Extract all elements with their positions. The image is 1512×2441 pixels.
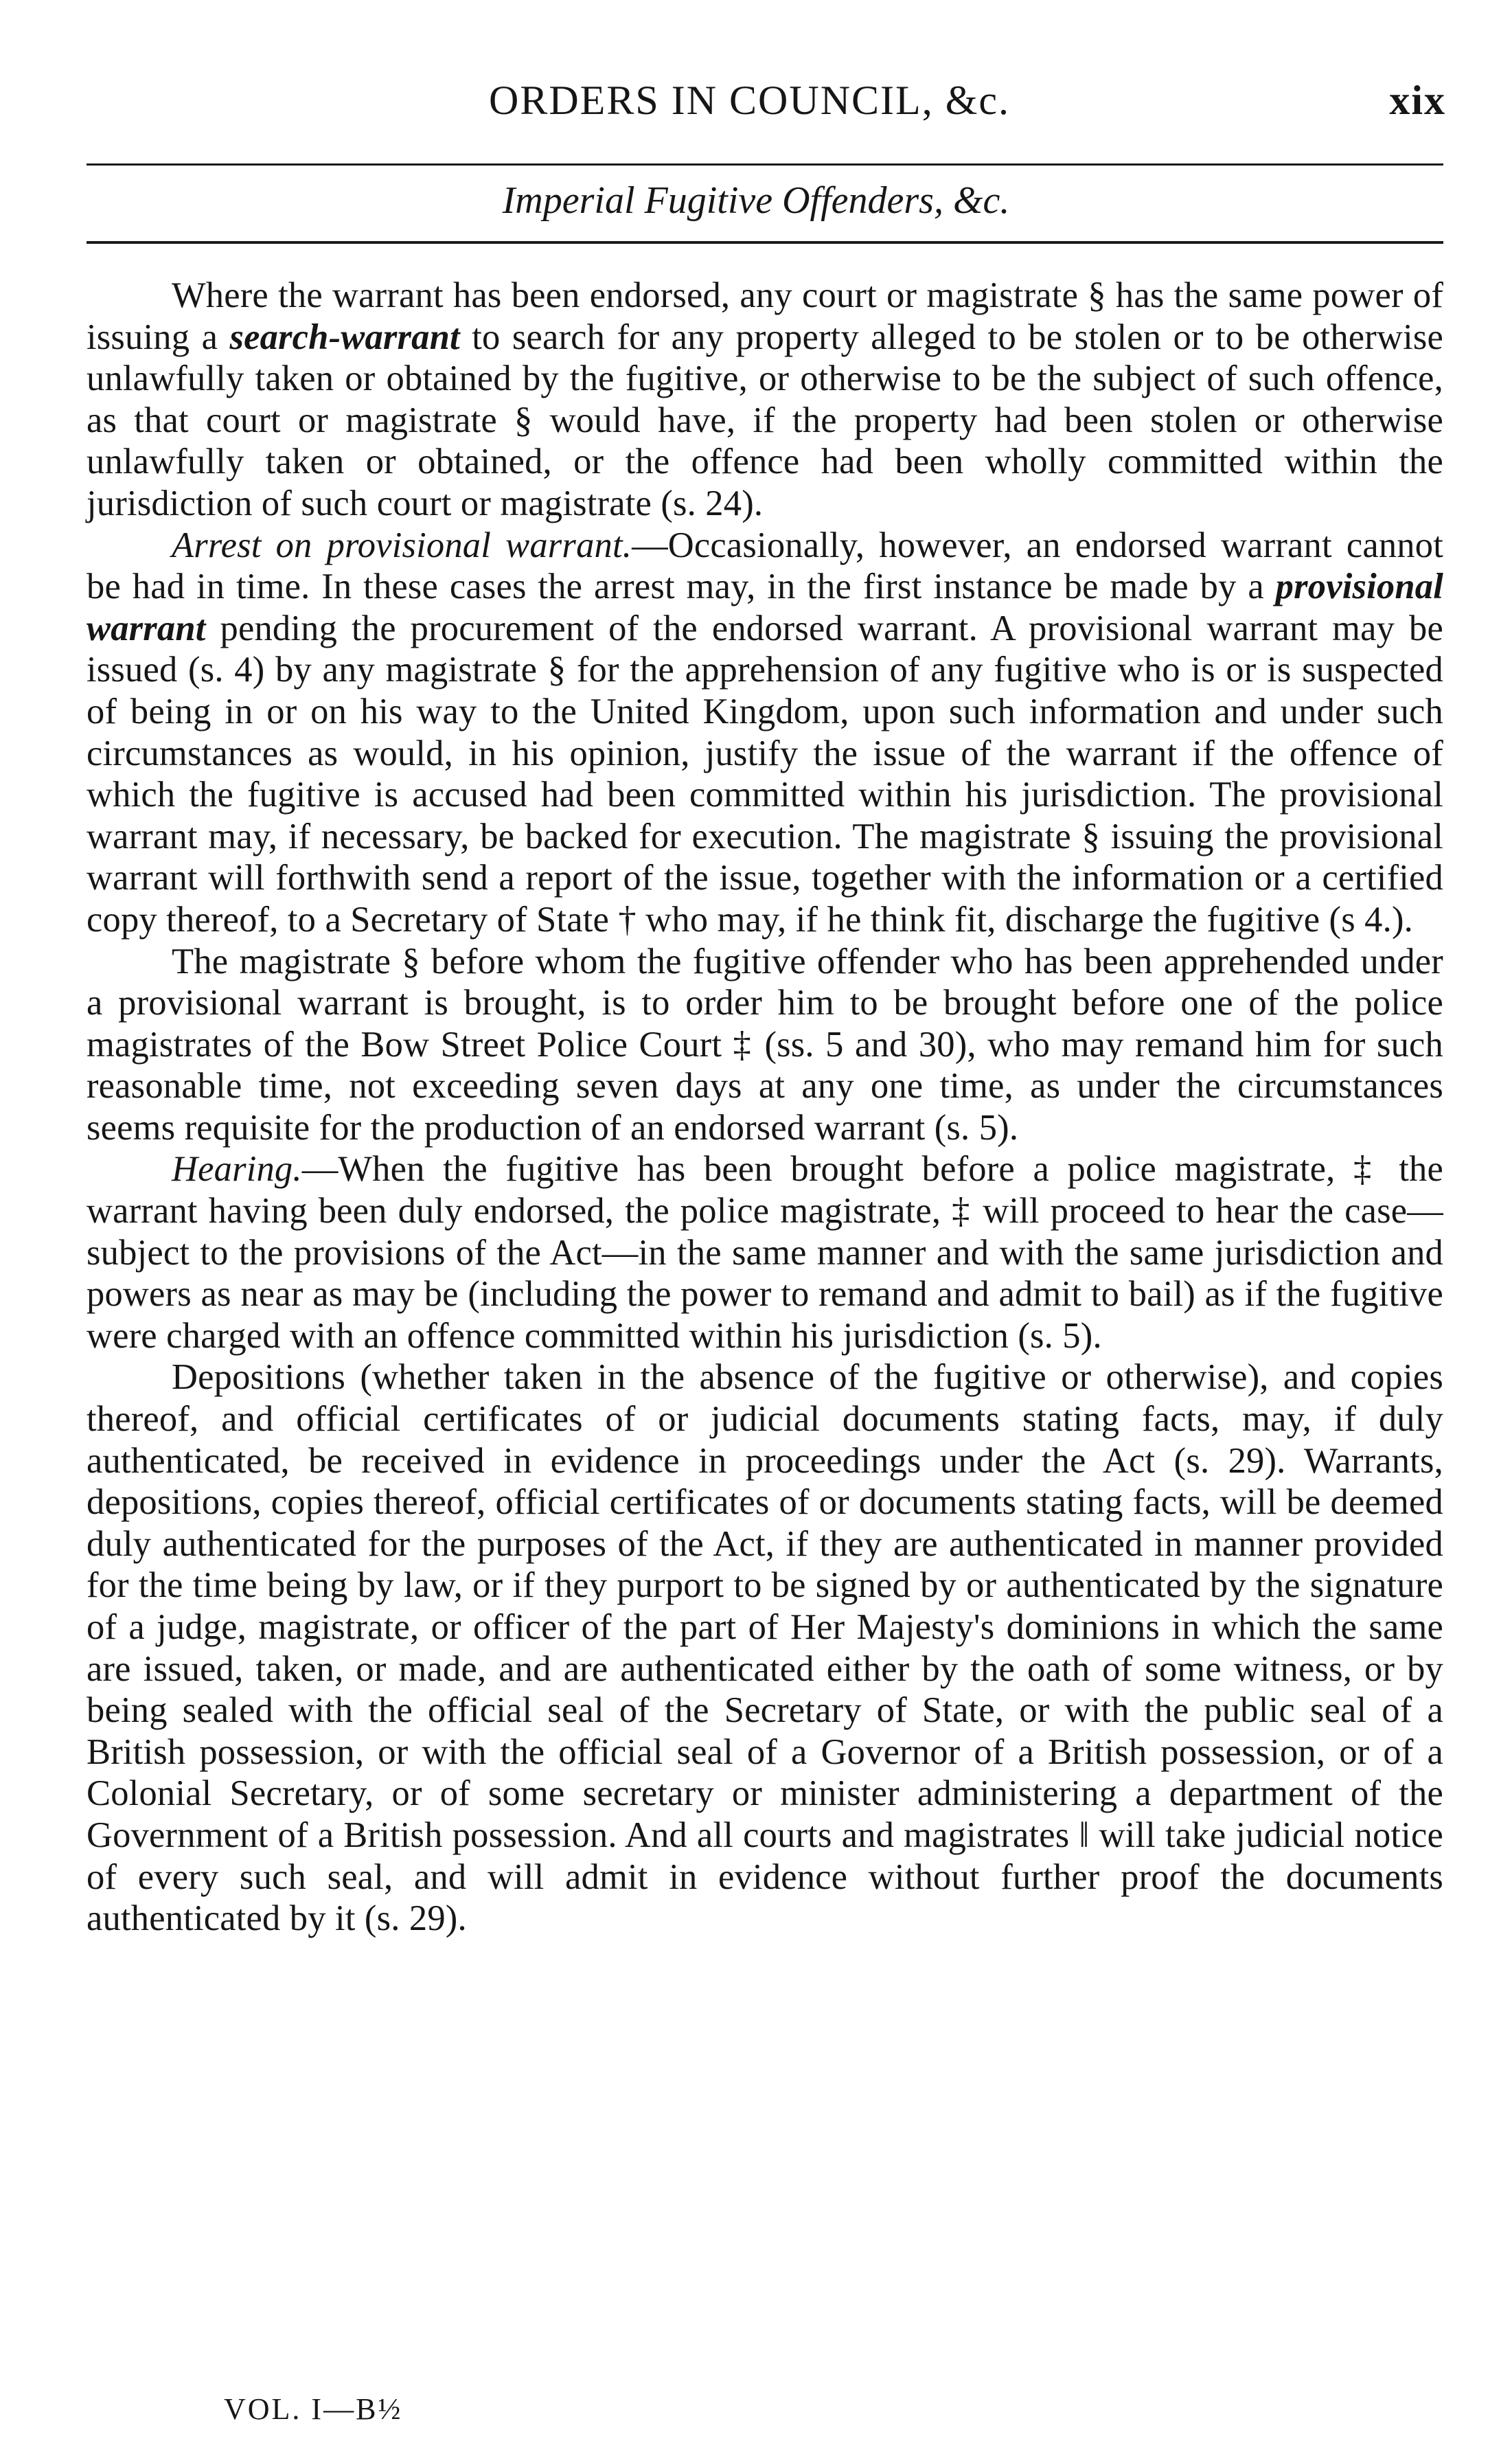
emphasis-text: Arrest on provisional warrant. bbox=[172, 525, 632, 565]
header-rule-top bbox=[87, 163, 1443, 166]
body-paragraph bbox=[87, 941, 1443, 1149]
body-paragraph bbox=[87, 275, 1443, 525]
body-paragraph bbox=[87, 1356, 1443, 1939]
paragraph-text: Where the warrant has been endorsed, any court or magistrate § has the same power of issuing a bbox=[87, 275, 1443, 357]
emphasis-text: provisional warrant bbox=[87, 567, 1443, 648]
section-subtitle: Imperial Fugitive Offenders, &c. bbox=[502, 179, 1010, 222]
header-rule-bottom bbox=[87, 241, 1443, 244]
running-title: ORDERS IN COUNCIL, &c. bbox=[489, 78, 1010, 123]
running-header bbox=[0, 77, 1512, 139]
paragraph-text: Depositions (whether taken in the absence of the fugitive or otherwise), and copies thereof, and official certificates of or judicial documents stating facts, may, if duly authenticated, be received in evidence in proceedings under the Act (s. 29). Warrants, depositions, copies thereof, official certificates of or documents stating facts, will be deemed duly authenticated for the purposes of the Act, if they are authenticated in manner provided for the time being by law, or if they purport to be signed by or authenticated by the signature of a judge, magistrate, or officer of the part of Her Majesty's dominions in which the same are issued, taken, or made, and are authenticated either by the oath of some witness, or by being sealed with the official seal of the Secretary of State, or with the public seal of a British possession, or with the official seal of a Governor of a British possession, or of a Colonial Secretary, or of some secretary or minister administering a department of the Government of a British possession. And all courts and magistrates ‖ will take judicial notice of every such seal, and will admit in evidence without further proof the documents authenticated by it (s. 29). bbox=[87, 1357, 1443, 1939]
body-paragraph bbox=[87, 525, 1443, 941]
emphasis-text: Hearing. bbox=[172, 1149, 302, 1190]
paragraph-text: The magistrate § before whom the fugitive offender who has been apprehended under a provisional warrant is brought, is to order him to be brought before one of the police magistrates of the Bow Street Police Court ‡ (ss. 5 and 30), who may remand him for such reasonable time, not exceeding seven days at any one time, as under the circumstances seems requisite for the production of an endorsed warrant (s. 5). bbox=[87, 941, 1443, 1148]
paragraph-text: —Occasionally, however, an endorsed warrant cannot be had in time. In these cases the arrest may, in the first instance be made by a bbox=[87, 525, 1443, 607]
emphasis-text: search-warrant bbox=[229, 317, 460, 357]
paragraph-text: pending the procurement of the endorsed warrant. A provisional warrant may be issued (s. 4) by any magistrate § for the apprehension of any fugitive who is or is suspected of being in or on his way to the United Kingdom, upon such information and under such circumstances as would, in his opinion, justify the issue of the warrant if the offence of which the fugitive is accused had been committed within his jurisdiction. The provisional warrant may, if necessary, be backed for execution. The magistrate § issuing the provisional warrant will forthwith send a report of the issue, together with the information or a certified copy thereof, to a Secretary of State † who may, if he think fit, discharge the fugitive (s 4.). bbox=[87, 608, 1443, 940]
body-text bbox=[87, 275, 1443, 1940]
page-number: xix bbox=[1389, 78, 1446, 123]
signature-mark: VOL. I—B½ bbox=[224, 2392, 403, 2426]
body-paragraph bbox=[87, 1148, 1443, 1356]
paragraph-text: to search for any property alleged to be stolen or to be otherwise unlawfully taken or obtained by the fugitive, or otherwise to be the subject of such offence, as that court or magistrate § would have, if the property had been stolen or otherwise unlawfully taken or obtained, or the offence had been wholly committed within the jurisdiction of such court or magistrate (s. 24). bbox=[87, 317, 1443, 523]
paragraph-text: —When the fugitive has been brought before a police magistrate, ‡ the warrant having been duly endorsed, the police magistrate, ‡ will proceed to hear the case—subject to the provisions of the Act—in the same manner and with the same jurisdiction and powers as near as may be (including the power to remand and admit to bail) as if the fugitive were charged with an offence committed within his jurisdiction (s. 5). bbox=[87, 1149, 1443, 1356]
